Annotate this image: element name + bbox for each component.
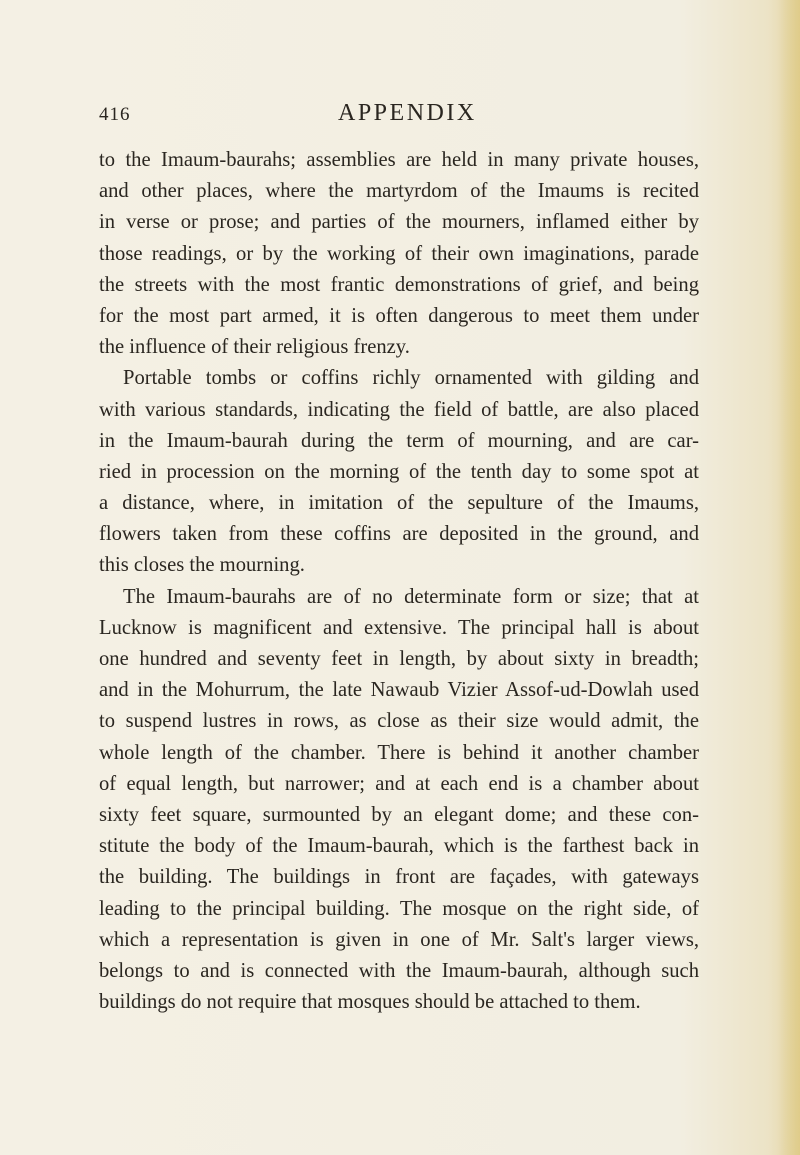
text-line: stitute the body of the Imaum-baurah, which is the farthest back in (99, 835, 699, 858)
text-line: Portable tombs or coffins richly ornamented with gilding and (123, 367, 699, 390)
text-line: belongs to and is connected with the Imaum-baurah, although such (99, 959, 699, 982)
text-line: in the Imaum-baurah during the term of mourning, and are car- (99, 429, 699, 452)
text-line: ried in procession on the morning of the tenth day to some spot at (99, 460, 699, 483)
text-line: with various standards, indicating the field of battle, are also placed (99, 398, 699, 421)
text-line: a distance, where, in imitation of the sepulture of the Imaums, (99, 492, 699, 515)
text-line: the influence of their religious frenzy. (99, 336, 410, 359)
text-line: the streets with the most frantic demonstrations of grief, and being (99, 273, 699, 296)
text-line: whole length of the chamber. There is behind it another chamber (99, 741, 699, 764)
text-line: leading to the principal building. The mosque on the right side, of (99, 897, 699, 920)
running-title: APPENDIX (338, 100, 477, 126)
text-line: to suspend lustres in rows, as close as their size would admit, the (99, 710, 699, 733)
text-line: The Imaum-baurahs are of no determinate form or size; that at (123, 585, 699, 608)
text-line: and in the Mohurrum, the late Nawaub Vizier Assof-ud-Dowlah used (99, 679, 699, 702)
running-head (0, 100, 800, 130)
page-edge-stain (778, 0, 800, 1155)
body-text (99, 145, 699, 1018)
text-line: those readings, or by the working of their own imaginations, parade (99, 242, 699, 265)
text-line: this closes the mourning. (99, 554, 305, 577)
text-line: buildings do not require that mosques should be attached to them. (99, 991, 641, 1014)
text-line: the building. The buildings in front are façades, with gateways (99, 866, 699, 889)
text-line: in verse or prose; and parties of the mourners, inflamed either by (99, 211, 699, 234)
text-line: which a representation is given in one of Mr. Salt's larger views, (99, 928, 699, 951)
page-number: 416 (99, 104, 131, 125)
text-line: to the Imaum-baurahs; assemblies are held in many private houses, (99, 149, 699, 171)
text-line: of equal length, but narrower; and at each end is a chamber about (99, 772, 699, 795)
text-line: and other places, where the martyrdom of the Imaums is recited (99, 180, 699, 203)
text-line: flowers taken from these coffins are deposited in the ground, and (99, 523, 699, 546)
text-line: for the most part armed, it is often dangerous to meet them under (99, 304, 699, 327)
text-line: sixty feet square, surmounted by an elegant dome; and these con- (99, 803, 699, 826)
text-line: one hundred and seventy feet in length, by about sixty in breadth; (99, 648, 699, 670)
text-line: Lucknow is magnificent and extensive. The principal hall is about (99, 616, 699, 639)
